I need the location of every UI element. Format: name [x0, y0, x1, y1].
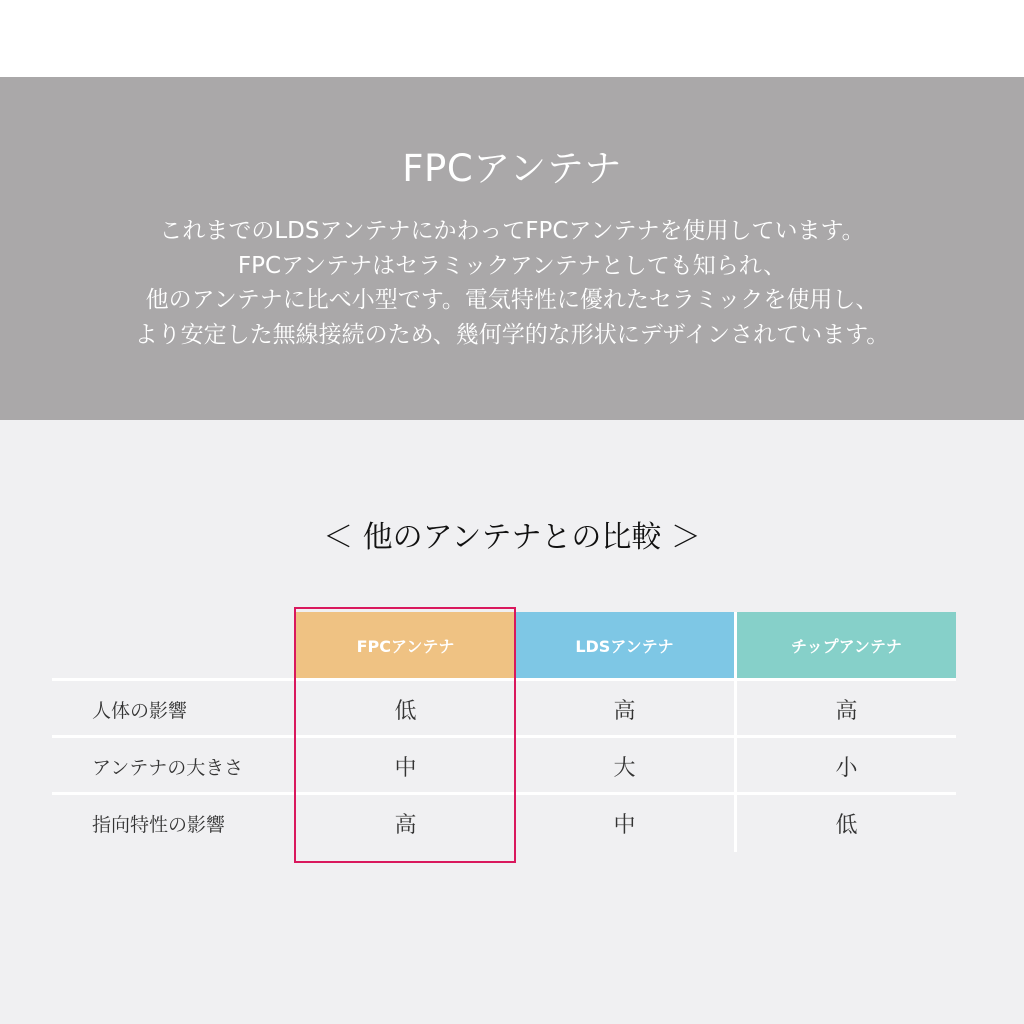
comparison-title: ＜ 他のアンテナとの比較 ＞: [323, 520, 701, 555]
cell-lds-antenna-size: 大: [613, 755, 636, 781]
cell-fpc-antenna-size: 中: [394, 755, 417, 781]
cell-fpc-body-effect: 低: [394, 698, 417, 724]
cell-chip-antenna-size: 小: [835, 755, 858, 781]
row-divider: [52, 678, 956, 681]
top-margin: [0, 0, 1024, 77]
hero-title: FPCアンテナ: [402, 147, 622, 190]
header-lds-antenna: LDSアンテナ: [515, 612, 734, 678]
header-chip-antenna: チップアンテナ: [737, 612, 956, 678]
row-label-body-effect: 人体の影響: [92, 699, 188, 722]
cell-lds-directivity-effect: 中: [613, 812, 636, 838]
hero-description-line: これまでのLDSアンテナにかわってFPCアンテナを使用しています。: [159, 218, 865, 244]
hero-description: [0, 214, 1024, 352]
row-label-directivity-effect: 指向特性の影響: [92, 813, 226, 836]
cell-chip-body-effect: 高: [835, 698, 858, 724]
comparison-table: [52, 612, 956, 862]
hero-description-line: 他のアンテナに比べ小型です。電気特性に優れたセラミックを使用し、: [145, 287, 879, 313]
cell-lds-body-effect: 高: [613, 698, 636, 724]
hero-banner: [0, 77, 1024, 420]
cell-chip-directivity-effect: 低: [835, 812, 858, 838]
header-fpc-antenna: FPCアンテナ: [296, 612, 515, 678]
cell-fpc-directivity-effect: 高: [394, 812, 417, 838]
row-label-antenna-size: アンテナの大きさ: [92, 756, 244, 779]
hero-description-line: より安定した無線接続のため、幾何学的な形状にデザインされています。: [134, 321, 890, 348]
hero-description-line: FPCアンテナはセラミックアンテナとしても知られ、: [237, 252, 787, 279]
